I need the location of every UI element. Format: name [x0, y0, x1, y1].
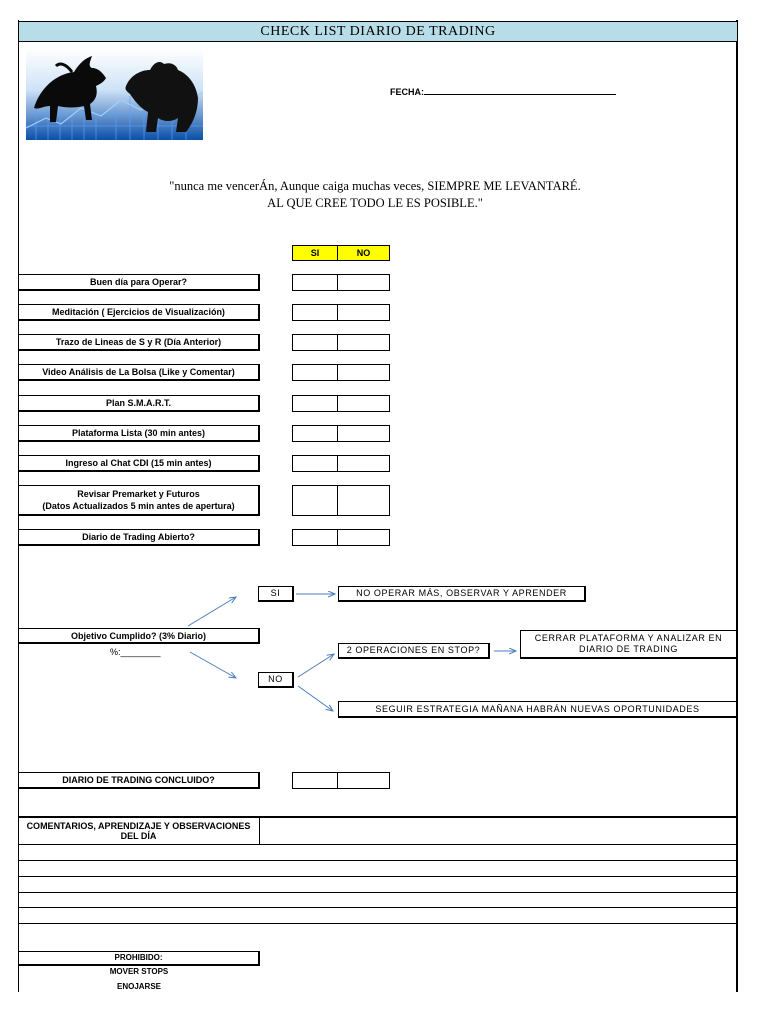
- date-label: FECHA:: [390, 87, 424, 97]
- cerrar-line-2: DIARIO DE TRADING: [578, 644, 679, 654]
- prohibido-item-mover-stops: MOVER STOPS: [109, 967, 169, 976]
- checklist-item-meditacion: Meditación ( Ejercicios de Visualización): [18, 304, 260, 321]
- percent-field[interactable]: %:________: [110, 647, 161, 657]
- quote-line-2: AL QUE CREE TODO LE ES POSIBLE.": [267, 196, 483, 210]
- comments-field[interactable]: [260, 816, 738, 844]
- page-title: CHECK LIST DIARIO DE TRADING: [18, 21, 738, 42]
- si-column-header: SI: [292, 245, 338, 261]
- flow-si-box: SI: [258, 586, 294, 602]
- arrow-no-to-seguir: [298, 686, 333, 711]
- prohibido-title: PROHIBIDO:: [18, 951, 260, 966]
- premarket-line-2: (Datos Actualizados 5 min antes de apertura): [42, 501, 235, 511]
- comments-line-1[interactable]: [18, 844, 738, 845]
- checklist-item-trazo-lineas: Trazo de Lineas de S y R (Día Anterior): [18, 334, 260, 351]
- no-operar-box: NO OPERAR MÁS, OBSERVAR Y APRENDER: [338, 586, 586, 602]
- stop-question-box: 2 OPERACIONES EN STOP?: [338, 643, 490, 659]
- comments-line-3[interactable]: [18, 876, 738, 877]
- checklist-item-plan-smart: Plan S.M.A.R.T.: [18, 395, 260, 412]
- arrow-to-no: [190, 652, 236, 678]
- prohibido-item-enojarse: ENOJARSE: [116, 982, 161, 991]
- checklist-item-plataforma-lista: Plataforma Lista (30 min antes): [18, 425, 260, 442]
- objective-question: Objetivo Cumplido? (3% Diario): [18, 628, 260, 644]
- checklist-item-ingreso-chat: Ingreso al Chat CDI (15 min antes): [18, 455, 260, 472]
- comments-label-line-1: COMENTARIOS, APRENDIZAJE Y OBSERVACIONES: [26, 821, 251, 831]
- comments-label-line-2: DEL DÍA: [120, 831, 157, 841]
- checklist-item-buen-dia: Buen día para Operar?: [18, 274, 260, 291]
- premarket-line-1: Revisar Premarket y Futuros: [77, 489, 200, 499]
- seguir-estrategia-box: SEGUIR ESTRATEGIA MAÑANA HABRÁN NUEVAS OPORTUNIDADES: [338, 701, 738, 718]
- comments-line-4[interactable]: [18, 892, 738, 893]
- comments-line-5[interactable]: [18, 907, 738, 908]
- arrow-no-to-stop: [298, 654, 334, 677]
- comments-line-6[interactable]: [18, 923, 738, 924]
- comments-line-2[interactable]: [18, 860, 738, 861]
- arrow-to-si: [188, 597, 236, 626]
- checkbox-si-diario-concluido[interactable]: [292, 772, 338, 789]
- flow-no-box: NO: [258, 672, 294, 688]
- checkbox-no-diario-concluido[interactable]: [337, 772, 390, 789]
- comments-label: [18, 816, 260, 844]
- cerrar-line-1: CERRAR PLATAFORMA Y ANALIZAR EN: [534, 633, 723, 643]
- quote-line-1: "nunca me vencerÁn, Aunque caiga muchas veces, SIEMPRE ME LEVANTARÉ.: [169, 179, 581, 193]
- checklist-item-diario-concluido: DIARIO DE TRADING CONCLUIDO?: [18, 772, 260, 789]
- checklist-item-video-analisis: Video Análisis de La Bolsa (Like y Comentar): [18, 364, 260, 381]
- checklist-item-diario-abierto: Diario de Trading Abierto?: [18, 529, 260, 546]
- no-column-header: NO: [337, 245, 390, 261]
